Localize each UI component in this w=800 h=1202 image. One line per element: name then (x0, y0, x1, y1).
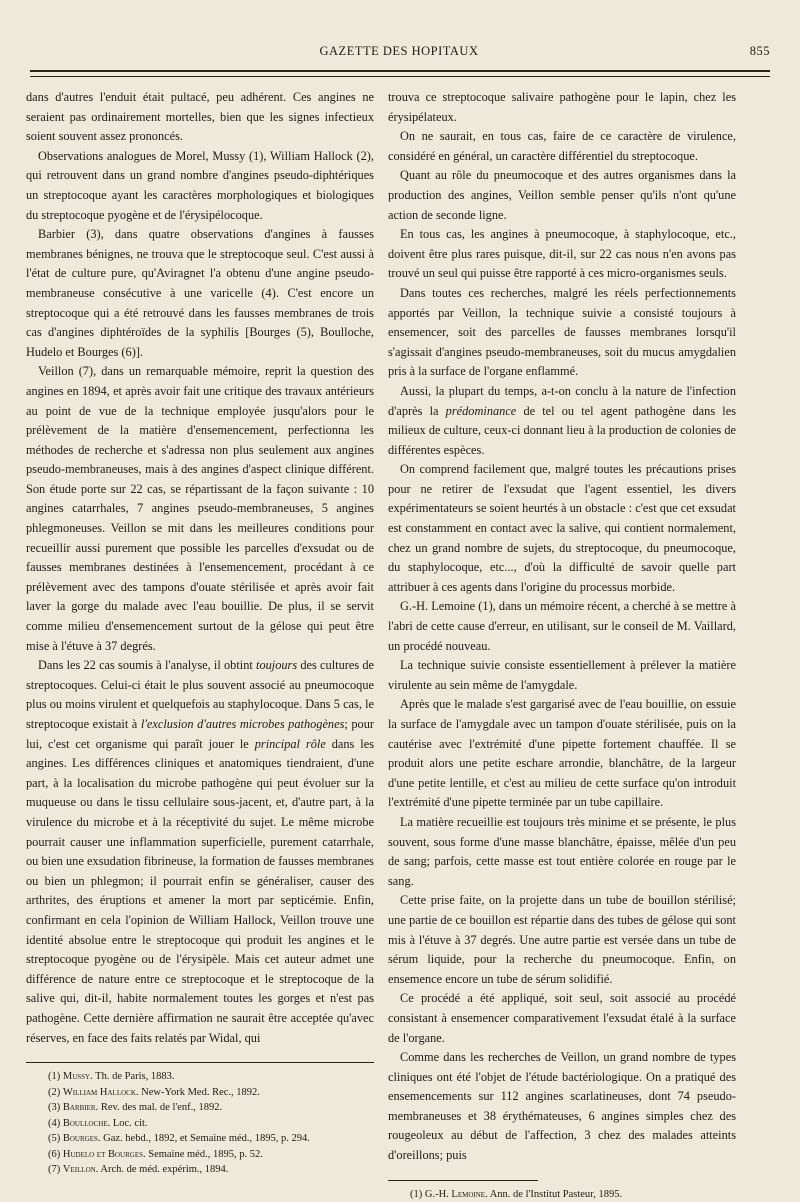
footnote: (4) Boulloche. Loc. cit. (48, 1117, 148, 1129)
footnote: (2) William Hallock. New-York Med. Rec., 1892. (48, 1086, 260, 1098)
header-rule-thin (30, 76, 770, 77)
paragraph: La technique suivie consiste essentiellement à prélever la matière virulente au sein même de l'amygdale. (388, 658, 736, 692)
paragraph: Cette prise faite, on la projette dans un tube de bouillon stérilisé; une partie de ce bouillon est répartie dans des tubes de gélose qui sont mis à l'étuve à 37 degrés. Une autre partie est versée dans un tube de sérum liquide, pour la recherche du pneumocoque. Enfin, on ensemence encore un tube de sérum solidifié. (388, 893, 736, 986)
paragraph: trouva ce streptocoque salivaire pathogène pour le lapin, chez les érysipélateux. (388, 90, 736, 124)
footnote-rule (388, 1180, 538, 1181)
footnote: (1) Mussy. Th. de Paris, 1883. (48, 1071, 175, 1083)
left-column (26, 88, 374, 1178)
paragraph: Dans toutes ces recherches, malgré les réels perfectionnements apportés par Veillon, la technique suivie a consisté toujours à ensemencer, soit des parcelles de fausses membranes lorsqu'il s'agissait d'angines pseudo-membraneuses, soit du mucus amygdalien pris à la surface de l'organe enflammé. (388, 285, 736, 379)
page-number: 855 (749, 44, 770, 58)
footnote: (7) Veillon. Arch. de méd. expérim., 1894. (48, 1164, 229, 1176)
paragraph: On ne saurait, en tous cas, faire de ce caractère de virulence, considéré en général, un caractère différentiel du streptocoque. (388, 129, 736, 163)
header-rule-thick (30, 70, 770, 72)
footnote-rule (26, 1062, 374, 1063)
paragraph: Après que le malade s'est gargarisé avec de l'eau bouillie, on essuie la surface de l'amygdale avec un tampon d'ouate stérilisée, puis on la cautérise avec l'extrémité d'une pipette fortement chauffée. Il se produit alors une petite eschare arrondie, blanchâtre, de la largeur d'une petite lentille, et c'est au milieu de cette surface qu'on introduit l'extrémité d'une pipette terminée par un tube capillaire. (388, 697, 736, 810)
footnote: (6) Hudelo et Bourges. Semaine méd., 1895, p. 52. (48, 1148, 263, 1160)
paragraph: Ce procédé a été appliqué, soit seul, soit associé au procédé consistant à ensemencer comparativement l'exsudat étalé à la surface de l'organe. (388, 991, 736, 1045)
paragraph: Comme dans les recherches de Veillon, un grand nombre de types cliniques ont été l'objet de l'étude bactériologique. On a pratiqué des ensemencements sur 112 angines scarlatineuses, dont 74 pseudo-membraneuses et 38 érythémateuses, 6 angines simples chez des rougeoleux au début de l'affection, 3 chez des malades atteints d'oreillons; puis (388, 1050, 736, 1163)
paragraph: On comprend facilement que, malgré toutes les précautions prises pour ne retirer de l'exsudat que l'agent essentiel, les divers expérimentateurs se soient heurtés à un obstacle : c'est que cet exsudat est constamment en contact avec la salive, qui contient normalement, chez un grand nombre de sujets, du streptocoque, du pneumocoque, du staphylocoque, etc..., d'où la difficulté de savoir quelle part attribuer à ces agents dans l'origine du processus morbide. (388, 462, 736, 594)
page-header (28, 44, 770, 64)
right-column (388, 88, 736, 1202)
footnote: (3) Barbier. Rev. des mal. de l'enf., 1892. (48, 1102, 223, 1114)
paragraph: Veillon (7), dans un remarquable mémoire, reprit la question des angines en 1894, et après avoir fait une critique des travaux antérieurs au point de vue de la technique employée jusqu'alors pour le prélèvement de la matière d'ensemencement, perfectionna les méthodes de recherche et s'adressa non plus seulement aux angines pseudo-membraneuses, mais à des angines d'aspect clinique différent. Son étude porte sur 22 cas, se répartissant de la façon suivante : 10 angines catarrhales, 7 angines pseudo-membraneuses, 5 angines phlegmoneuses. Veillon se mit dans les meilleures conditions pour recueillir aussi purement que possible les parcelles d'exsudat ou de fausses membranes destinées à l'ensemencement, procédant à ce prélèvement avec des tampons d'ouate stérilisée et après avoir fait laver la gorge du malade avec l'eau bouillie. De plus, il se servit comme milieu d'ensemencement surtout de la gélose qui peut être mise à l'étuve à 37 degrés. (26, 364, 374, 653)
footnote: (1) G.-H. Lemoine. Ann. de l'Institut Pasteur, 1895. (410, 1188, 623, 1200)
paragraph: Aussi, la plupart du temps, a-t-on conclu à la nature de l'infection d'après la prédominance de tel ou tel agent pathogène dans les milieux de culture, ceux-ci donnant lieu à la production de colonies de différentes espèces. (388, 383, 736, 457)
paragraph: Barbier (3), dans quatre observations d'angines à fausses membranes bénignes, ne trouva que le streptocoque seul. C'est aussi à l'état de culture pure, qu'Aviragnet l'a obtenu d'une angine pseudo-membraneuse consécutive à une varicelle (4). C'est encore un streptocoque qui a été retrouvé dans les fausses membranes de trois cas d'angines diphtéroïdes de la syphilis [Bourges (5), Boulloche, Hudelo et Bourges (6)]. (26, 227, 374, 359)
journal-title: GAZETTE DES HOPITAUX (319, 44, 479, 58)
paragraph: Quant au rôle du pneumocoque et des autres organismes dans la production des angines, Veillon semble penser qu'ils n'ont qu'une action de seconde ligne. (388, 168, 736, 222)
footnote: (5) Bourges. Gaz. hebd., 1892, et Semaine méd., 1895, p. 294. (48, 1133, 310, 1145)
paragraph: G.-H. Lemoine (1), dans un mémoire récent, a cherché à se mettre à l'abri de cette cause d'erreur, en utilisant, sur le conseil de M. Vaillard, un procédé nouveau. (388, 599, 736, 653)
paragraph: En tous cas, les angines à pneumocoque, à staphylocoque, etc., doivent être plus rares puisque, dit-il, sur 22 cas nous n'en avons pas trouvé un seul qui puisse être rapporté à ces micro-organismes seuls. (388, 227, 736, 281)
paragraph: Observations analogues de Morel, Mussy (1), William Hallock (2), qui retrouvent dans un grand nombre d'angines pseudo-diphtériques un streptocoque ayant les caractères morphologiques et biologiques du streptocoque pyogène et de l'érysipélocoque. (26, 148, 374, 222)
paragraph: dans d'autres l'enduit était pultacé, peu adhérent. Ces angines ne seraient pas ordinairement mortelles, bien que les signes infectieux soient souvent assez prononcés. (26, 90, 374, 144)
paragraph: La matière recueillie est toujours très minime et se présente, le plus souvent, sous forme d'une masse blanchâtre, épaisse, mêlée d'un peu de sang; parfois, cette masse est tout entière colorée en rouge par le sang. (388, 814, 736, 888)
paragraph: Dans les 22 cas soumis à l'analyse, il obtint toujours des cultures de streptocoques. Celui-ci était le plus souvent associé au pneumocoque plus ou moins virulent et quelquefois au staphylocoque. Dans 5 cas, le streptocoque existait à l'exclusion d'autres microbes pathogènes; pour lui, c'est cet organisme qui paraît jouer le principal rôle dans les angines. Les différences cliniques et anatomiques tiendraient, d'une part, à la localisation du microbe pathogène qui peut évoluer sur la muqueuse ou dans le tissu cellulaire sous-jacent, et, d'autre part, à la virulence du microbe et à la réceptivité du sujet. Le même microbe pourrait causer une inflammation superficielle, purement catarrhale, ou bien une exsudation fibrineuse, la formation de fausses membranes ou bien un phlegmon; il pourrait enfin se généraliser, causer des arthrites, des éruptions et amener la mort par septicémie. Enfin, confirmant en cela l'opinion de William Hallock, Veillon trouve une identité absolue entre le streptocoque qui produit les angines et le streptocoque pyogène ou de l'érysipèle. Mais cet auteur admet une différence de nature entre ce streptocoque et le streptocoque de la salive qui, dit-il, habite normalement toutes les gorges et n'est pas pathogène. Cette dernière affirmation ne saurait être acceptée qu'avec réserves, en face des faits relatés par Widal, qui (26, 658, 374, 1045)
